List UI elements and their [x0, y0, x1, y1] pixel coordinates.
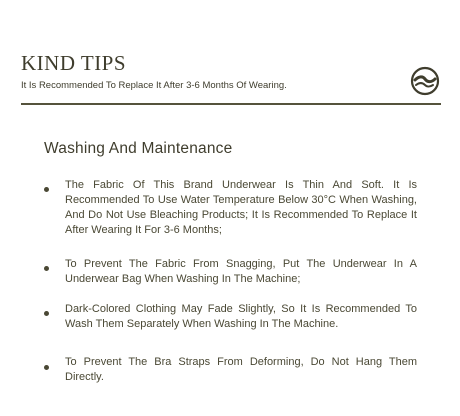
header-divider	[21, 103, 441, 105]
list-item-text: To Prevent The Bra Straps From Deforming, Do Not Hang Them Directly.	[65, 356, 417, 383]
bullet-icon	[44, 187, 49, 192]
bullet-icon	[44, 266, 49, 271]
list-item-text: Dark-Colored Clothing May Fade Slightly, So It Is Recommended To Wash Them Separately When Washing In The Machine.	[65, 303, 417, 330]
list-item-text: The Fabric Of This Brand Underwear Is Thin And Soft. It Is Recommended To Use Water Temperature Below 30°C When Washing, And Do Not Use Bleaching Products; It Is Recommended To Replace It After Wearing It For 3-6 Months;	[65, 179, 417, 236]
list-item-text: To Prevent The Fabric From Snagging, Put The Underwear In A Underwear Bag When Washing In The Machine;	[65, 258, 417, 285]
page-title: KIND TIPS	[21, 51, 127, 75]
bullet-icon	[44, 365, 49, 370]
page-subtitle: It Is Recommended To Replace It After 3-6 Months Of Wearing.	[21, 80, 287, 91]
section-title: Washing And Maintenance	[44, 140, 233, 157]
brand-logo-icon	[410, 66, 440, 96]
bullet-icon	[44, 311, 49, 316]
header	[21, 52, 441, 92]
